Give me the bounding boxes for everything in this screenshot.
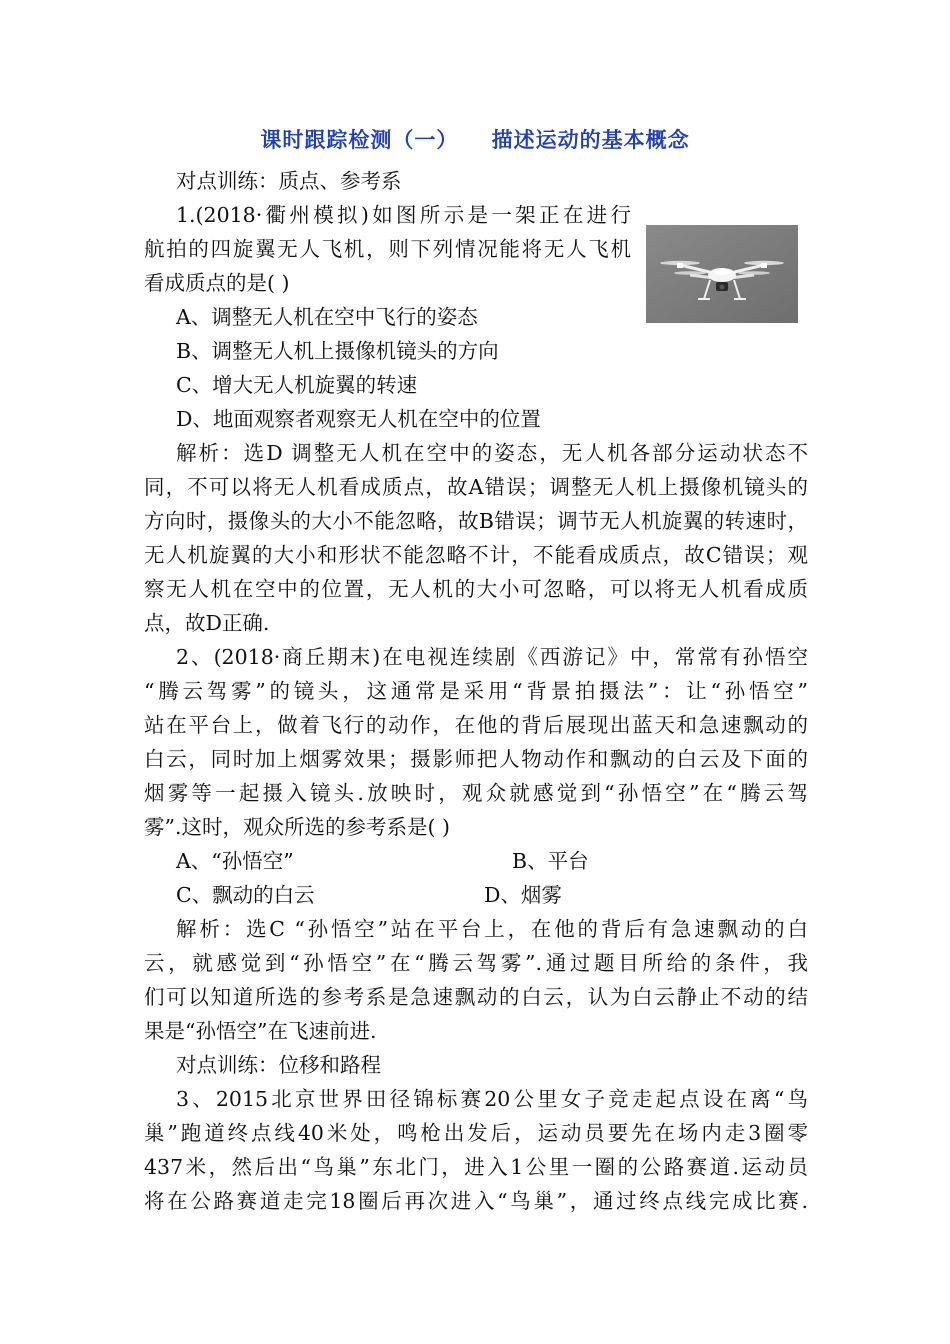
analysis-line: 果是“孙悟空”在飞速前进. [144,1019,377,1043]
question-2-line: 烟雾等一起摄入镜头.放映时，观众就感觉到“孙悟空”在“腾云驾 [144,781,808,805]
section-heading: 对点训练：质点、参考系 [176,169,402,193]
option-a: A、调整无人机在空中飞行的姿态 [176,305,478,329]
analysis-line: 察无人机在空中的位置，无人机的大小可忽略，可以将无人机看成质 [144,577,808,601]
analysis-line: 解析：选C “孙悟空”站在平台上，在他的背后有急速飘动的白 [176,917,808,941]
question-3-line: 巢”跑道终点线40米处，鸣枪出发后，运动员要先在场内走3圈零 [144,1121,808,1145]
option-c: C、增大无人机旋翼的转速 [176,373,418,397]
option-b: B、调整无人机上摄像机镜头的方向 [176,339,499,363]
question-2-line: “腾云驾雾”的镜头，这通常是采用“背景拍摄法”：让“孙悟空” [144,679,808,703]
drone-photo-icon [646,225,798,323]
question-2-line: 白云，同时加上烟雾效果；摄影师把人物动作和飘动的白云及下面的 [144,747,808,771]
analysis-line: 点，故D正确. [144,611,270,635]
question-3-line: 3、2015北京世界田径锦标赛20公里女子竞走起点设在离“鸟 [176,1087,808,1111]
question-2-line: 雾”.这时，观众所选的参考系是( ) [144,815,451,839]
question-3-line: 将在公路赛道走完18圈后再次进入“鸟巢”，通过终点线完成比赛. [144,1189,808,1213]
analysis-line: 无人机旋翼的大小和形状不能忽略不计，不能看成质点，故C错误；观 [144,543,808,567]
analysis-line: 解析：选D 调整无人机在空中的姿态，无人机各部分运动状态不 [176,441,808,465]
question-1-line: 看成质点的是( ) [144,271,290,295]
page-title: 课时跟踪检测（一） 描述运动的基本概念 [260,128,690,152]
analysis-line: 们可以知道所选的参考系是急速飘动的白云，认为白云静止不动的结 [144,985,808,1009]
question-2-line: 站在平台上，做着飞行的动作，在他的背后展现出蓝天和急速飘动的 [144,713,808,737]
option-d: D、地面观察者观察无人机在空中的位置 [176,407,541,431]
option-b: B、平台 [512,849,589,873]
question-2-line: 2、(2018·商丘期末)在电视连续剧《西游记》中，常常有孙悟空 [176,645,808,669]
option-c: C、飘动的白云 [176,883,315,907]
option-d: D、烟雾 [484,883,562,907]
option-a: A、“孙悟空” [176,849,294,873]
question-3-line: 437米，然后出“鸟巢”东北门，进入1公里一圈的公路赛道.运动员 [144,1155,808,1179]
analysis-line: 同，不可以将无人机看成质点，故A错误；调整无人机上摄像机镜头的 [144,475,808,499]
section-heading: 对点训练：位移和路程 [176,1053,381,1077]
analysis-line: 方向时，摄像头的大小不能忽略，故B错误；调节无人机旋翼的转速时， [144,509,808,533]
question-1-line: 1.(2018·衢州模拟)如图所示是一架正在进行 [176,203,631,227]
question-1-line: 航拍的四旋翼无人飞机，则下列情况能将无人飞机 [144,237,631,261]
analysis-line: 云，就感觉到“孙悟空”在“腾云驾雾”.通过题目所给的条件，我 [144,951,808,975]
